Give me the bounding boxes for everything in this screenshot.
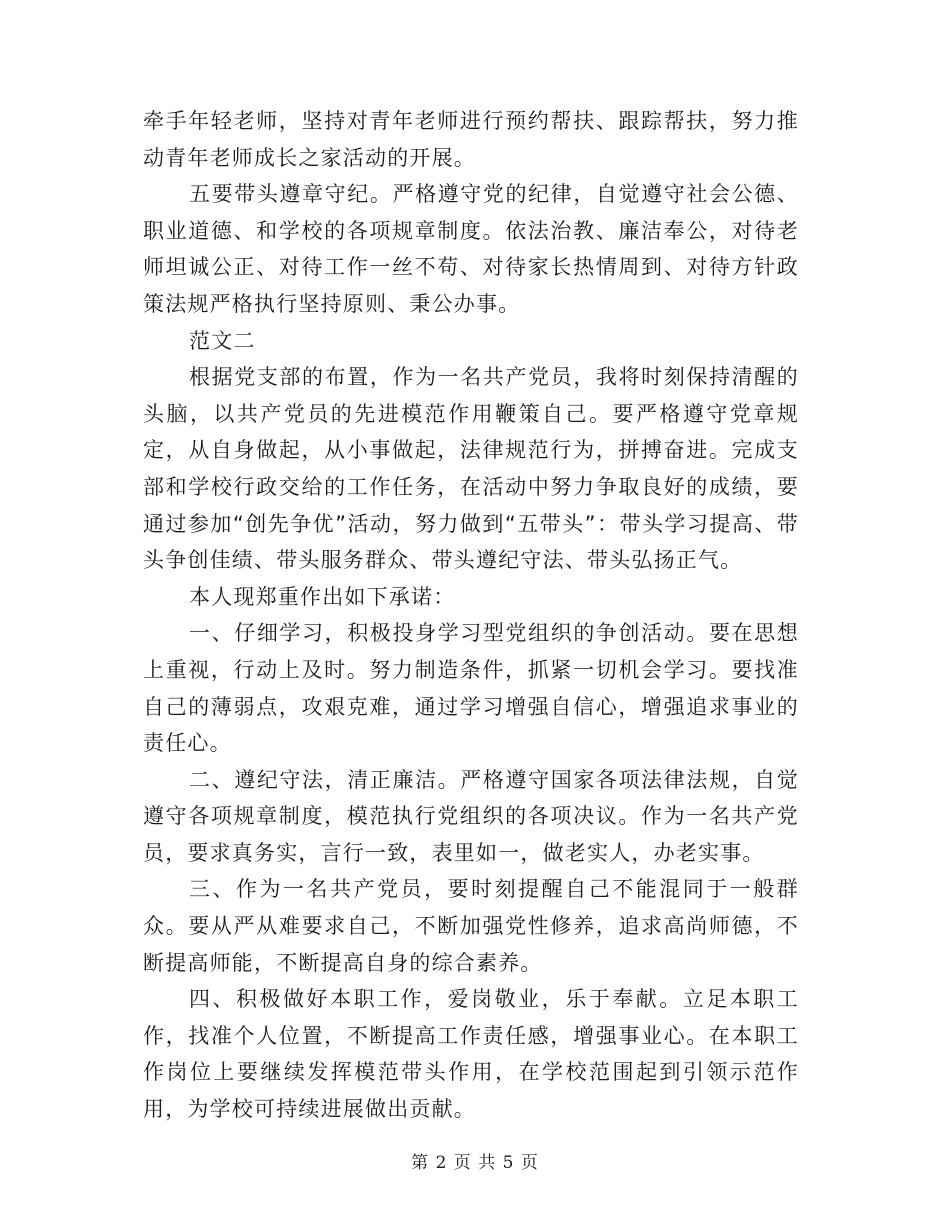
section-heading: 范文二 xyxy=(189,328,256,353)
paragraph: 根据党支部的布置，作为一名共产党员，我将时刻保持清醒的头脑，以共产党员的先进模范作用鞭策自己。要严格遵守党章规定，从自身做起，从小事做起，法律规范行为，拼搏奋进。完成支部和学校行政交给的工作任务，在活动中努力争取良好的成绩，要通过参加“创先争优”活动，努力做到“五带头”：带头学习提高、带头争创佳绩、带头服务群众、带头遵纪守法、带头弘扬正气。 xyxy=(143,365,799,573)
paragraph: 二、遵纪守法，清正廉洁。严格遵守国家各项法律法规，自觉遵守各项规章制度，模范执行党组织的各项决议。作为一名共产党员，要求真务实，言行一致，表里如一，做老实人，办老实事。 xyxy=(143,767,799,865)
paragraph: 本人现郑重作出如下承诺： xyxy=(189,584,456,609)
page-footer xyxy=(0,1148,950,1173)
page-number: 第 2 页 共 5 页 xyxy=(411,1153,539,1173)
paragraph: 牵手年轻老师，坚持对青年老师进行预约帮扶、跟踪帮扶，努力推动青年老师成长之家活动的开展。 xyxy=(143,109,799,170)
paragraph: 三、作为一名共产党员，要时刻提醒自己不能混同于一般群众。要从严从难要求自己，不断加强党性修养，追求高尚师德，不断提高师能，不断提高自身的综合素养。 xyxy=(143,877,799,975)
paragraph: 四、积极做好本职工作，爱岗敬业，乐于奉献。立足本职工作，找准个人位置，不断提高工作责任感，增强事业心。在本职工作岗位上要继续发挥模范带头作用，在学校范围起到引领示范作用，为学校可持续进展做出贡献。 xyxy=(143,987,799,1122)
paragraph: 五要带头遵章守纪。严格遵守党的纪律，自觉遵守社会公德、职业道德、和学校的各项规章制度。依法治教、廉洁奉公，对待老师坦诚公正、对待工作一丝不苟、对待家长热情周到、对待方针政策法规严格执行坚持原则、秉公办事。 xyxy=(143,182,799,316)
paragraph: 一、仔细学习，积极投身学习型党组织的争创活动。要在思想上重视，行动上及时。努力制造条件，抓紧一切机会学习。要找准自己的薄弱点，攻艰克难，通过学习增强自信心，增强追求事业的责任心。 xyxy=(143,621,799,756)
document-body xyxy=(143,103,799,1128)
